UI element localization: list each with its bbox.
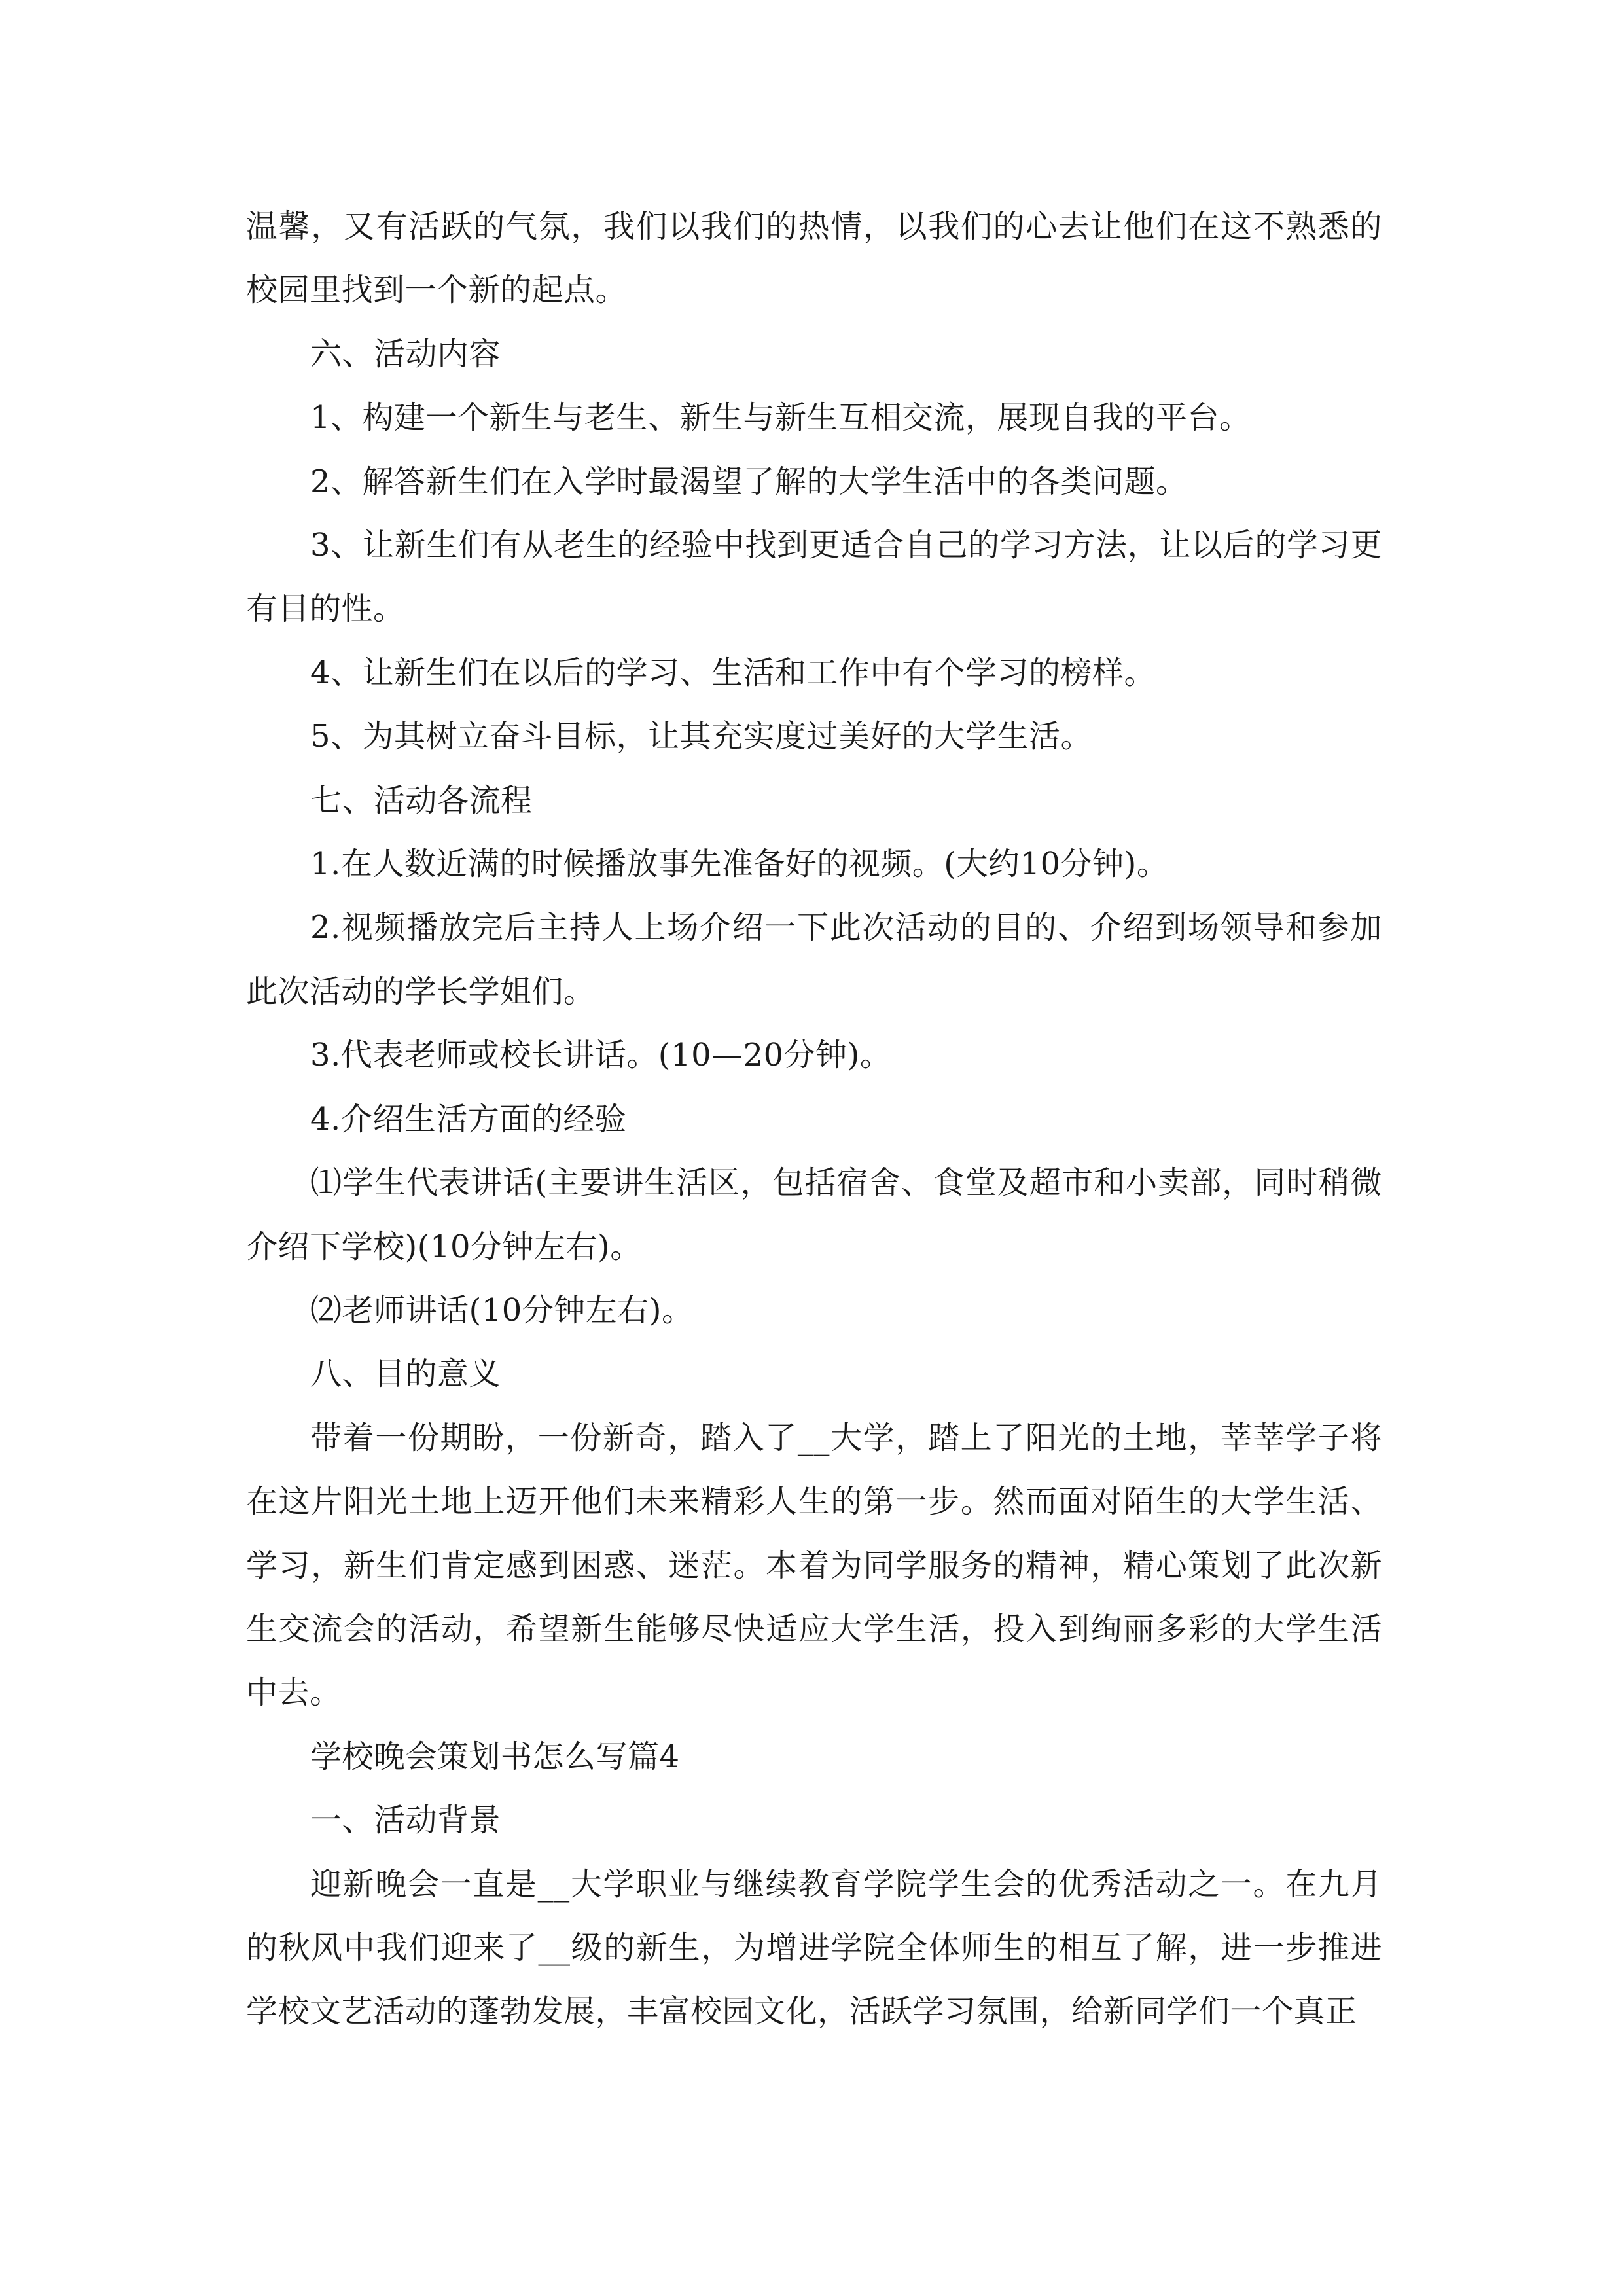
list-item: 2、解答新生们在入学时最渴望了解的大学生活中的各类问题。 xyxy=(310,463,1188,500)
list-item: 1、构建一个新生与老生、新生与新生互相交流，展现自我的平台。 xyxy=(310,399,1251,437)
section-heading: 七、活动各流程 xyxy=(310,781,533,819)
section-heading: 八、目的意义 xyxy=(310,1355,501,1393)
list-item: 1.在人数近满的时候播放事先准备好的视频。(大约10分钟)。 xyxy=(310,846,1169,883)
list-item: 3.代表老师或校长讲话。(10—20分钟)。 xyxy=(310,1037,892,1074)
section-heading: 一、活动背景 xyxy=(310,1802,501,1839)
list-item: 3、让新生们有从老生的经验中找到更适合自己的学习方法，让以后的学习更有目的性。 xyxy=(246,527,1382,628)
paragraph: 迎新晚会一直是__大学职业与继续教育学院学生会的优秀活动之一。在九月的秋风中我们迎来了__级的新生，为增进学院全体师生的相互了解，进一步推进学校文艺活动的蓬勃发展，丰富校园文化，活跃学习氛围，给新同学们一个真正 xyxy=(246,1865,1382,2030)
list-item: ⑵老师讲话(10分钟左右)。 xyxy=(310,1291,694,1329)
list-item: 5、为其树立奋斗目标，让其充实度过美好的大学生活。 xyxy=(310,718,1093,755)
paragraph: 带着一份期盼，一份新奇，踏入了__大学，踏上了阳光的土地，莘莘学子将在这片阳光土地上迈开他们未来精彩人生的第一步。然而面对陌生的大学生活、学习，新生们肯定感到困惑、迷茫。本着为同学服务的精神，精心策划了此次新生交流会的活动，希望新生能够尽快适应大学生活，投入到绚丽多彩的大学生活中去。 xyxy=(246,1419,1382,1712)
list-item: ⑴学生代表讲话(主要讲生活区，包括宿舍、食堂及超市和小卖部，同时稍微介绍下学校)(10分钟左右)。 xyxy=(246,1164,1382,1265)
list-item: 2.视频播放完后主持人上场介绍一下此次活动的目的、介绍到场领导和参加此次活动的学长学姐们。 xyxy=(246,909,1382,1010)
list-item: 4、让新生们在以后的学习、生活和工作中有个学习的榜样。 xyxy=(310,654,1156,691)
list-item: 4.介绍生活方面的经验 xyxy=(310,1100,627,1138)
section-heading: 六、活动内容 xyxy=(310,335,501,372)
paragraph: 温馨，又有活跃的气氛，我们以我们的热情，以我们的心去让他们在这不熟悉的校园里找到一个新的起点。 xyxy=(246,208,1382,309)
document-body xyxy=(246,195,1382,2044)
article-title: 学校晚会策划书怎么写篇4 xyxy=(310,1738,680,1775)
